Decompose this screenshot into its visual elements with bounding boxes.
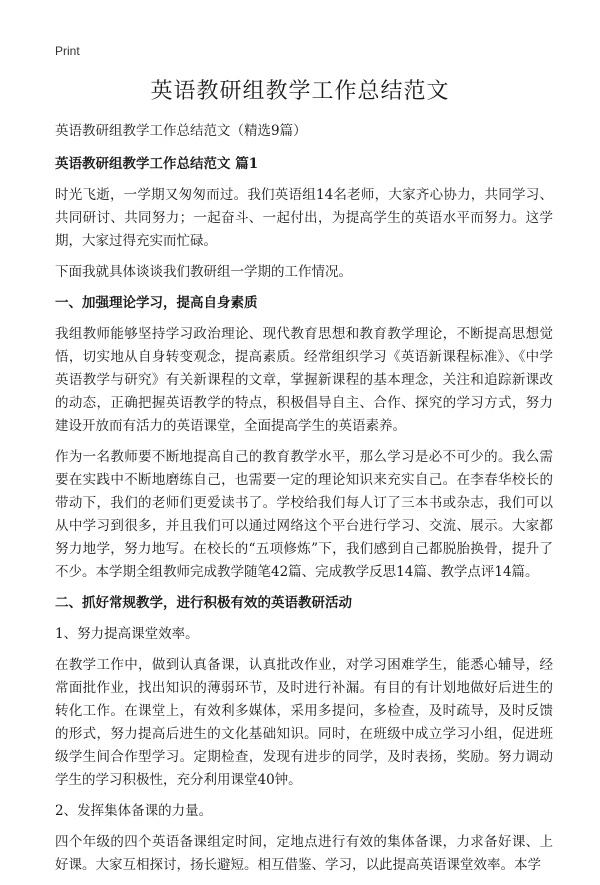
page-title: 英语教研组教学工作总结范文 xyxy=(150,79,450,104)
paragraph-teaching: 在教学工作中，做到认真备课，认真批改作业，对学习困难学生，能悉心辅导，经常面批作业，找出知识的薄弱环节，及时进行补漏。有目的有计划地做好后进生的转化工作。在课堂上，有效利多媒体，采用多提问，多检查，及时疏导，及时反馈的形式，努力提高后进生的文化基础知识。同时，在班级中成立学习小组，促进班级学生间合作型学习。定期检查，发现有进步的同学，及时表扬，奖励。努力调动学生的学习积极性，充分利用课堂40钟。 xyxy=(55,657,553,788)
section-heading-1: 一、加强理论学习，提高自身素质 xyxy=(55,295,258,311)
print-label[interactable]: Print xyxy=(55,44,80,58)
subheading-efficiency: 1、努力提高课堂效率。 xyxy=(55,626,199,642)
document-subtitle: 英语教研组教学工作总结范文（精选9篇） xyxy=(55,123,307,139)
section-heading-2: 二、抓好常规教学，进行积极有效的英语教研活动 xyxy=(55,595,352,611)
paragraph-theory: 我组教师能够坚持学习政治理论、现代教育思想和教育教学理论，不断提高思想觉悟，切实地从自身转变观念，提高素质。经常组织学习《英语新课程标准》、《中学英语教学与研究》有关新课程的文章，掌握新课程的基本理念，关注和追踪新课改的动态，正确把握英语教学的特点，积极倡导自主、合作、探究的学习方式，努力建设开放而有活力的英语课堂，全面提高学生的英语素养。 xyxy=(55,326,553,434)
paragraph-learning: 作为一名教师要不断地提高自己的教育教学水平，那么学习是必不可少的。我么需要在实践中不断地磨练自己，也需要一定的理论知识来充实自己。在李春华校长的带动下，我们的老师们更爱读书了。学校给我们每人订了三本书或杂志，我们可以从中学习到很多，并且我们可以通过网络这个平台进行学习、交流、展示。大家都努力地学，努力地写。在校长的“五项修炼”下，我们感到自己都脱胎换骨，提升了不少。本学期全组教师完成教学随笔42篇、完成教学反思14篇、教学点评14篇。 xyxy=(55,449,553,580)
article-heading: 英语教研组教学工作总结范文 篇1 xyxy=(55,156,259,172)
paragraph-collective-prep: 四个年级的四个英语备课组定时间，定地点进行有效的集体备课，力求备好课、上好课。大家互相探讨，扬长避短。相互借鉴、学习，以此提高英语课堂效率。本学 xyxy=(55,834,553,873)
document-body xyxy=(55,120,553,885)
paragraph-overview: 下面我就具体谈谈我们教研组一学期的工作情况。 xyxy=(55,264,352,280)
subheading-collective-prep: 2、发挥集体备课的力量。 xyxy=(55,803,213,819)
paragraph-intro: 时光飞逝，一学期又匆匆而过。我们英语组14名老师，大家齐心协力，共同学习、共同研讨、共同努力；一起奋斗、一起付出，为提高学生的英语水平而努力。这学期，大家过得充实而忙碌。 xyxy=(55,187,553,249)
